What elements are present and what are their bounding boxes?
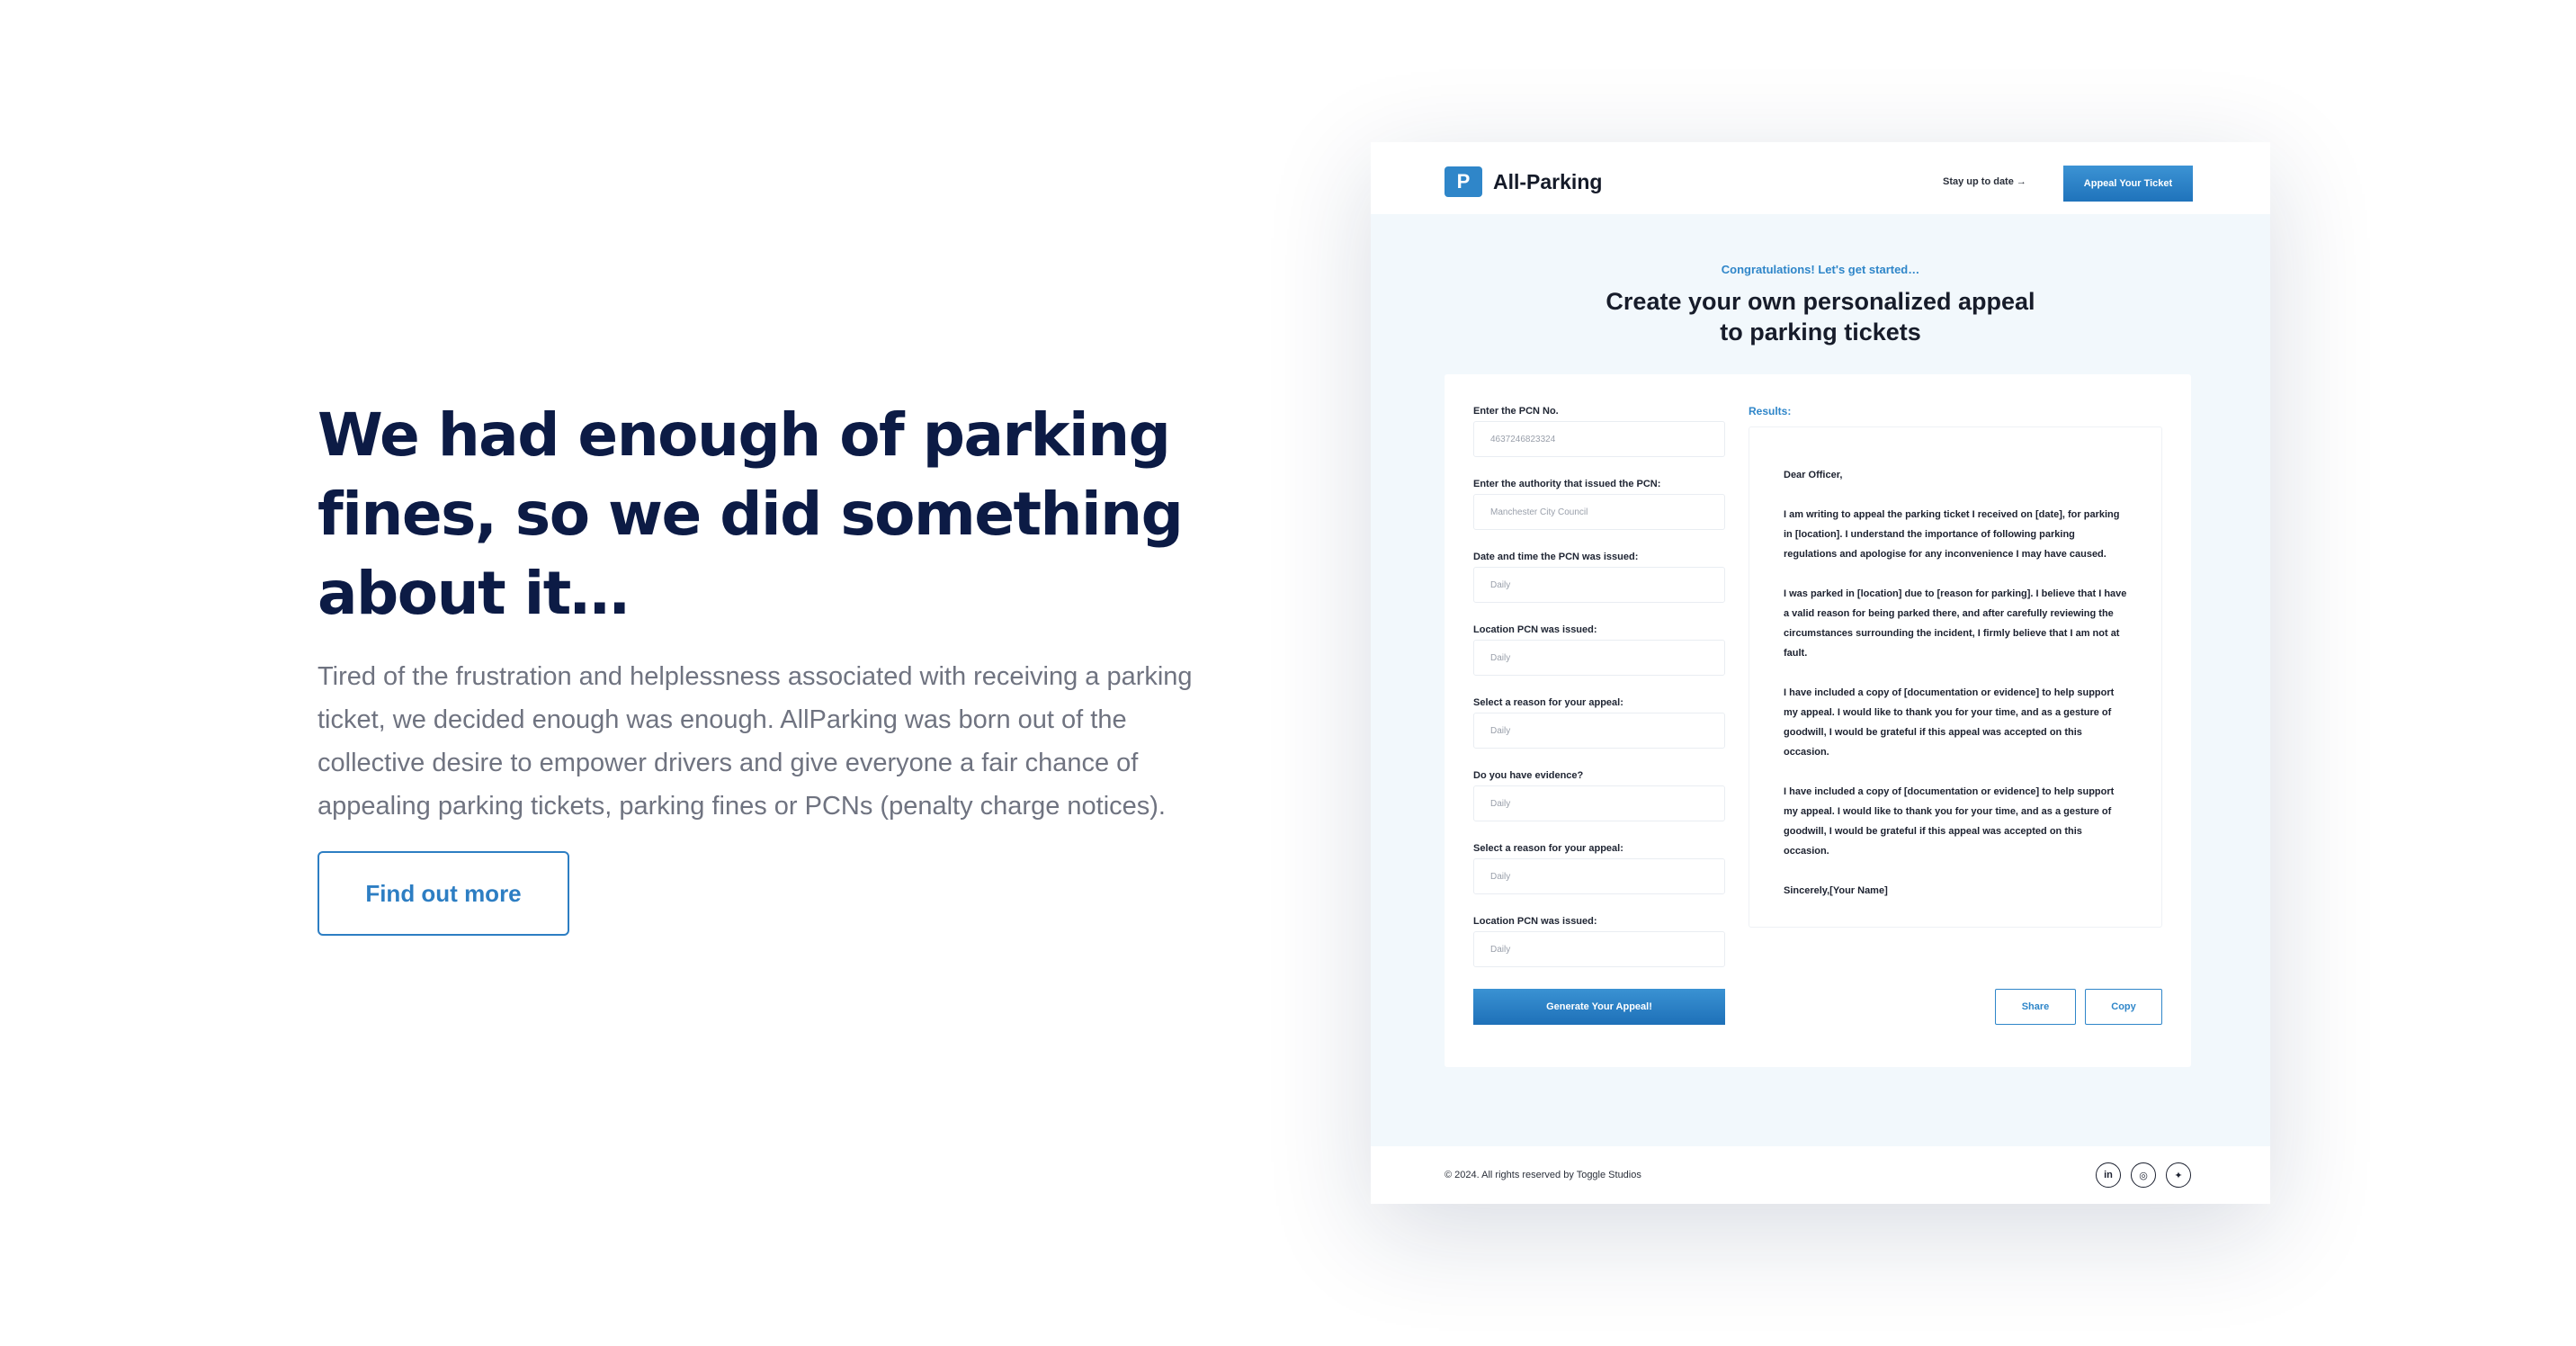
hero-section [318, 396, 1235, 936]
evidence-select[interactable]: Daily [1473, 785, 1725, 821]
letter-paragraph: I was parked in [location] due to [reason for parking]. I believe that I have a valid reason for being parked there, and after carefully reviewing the circumstances surrounding the incident, I firmly believe that I am not at fault. [1784, 588, 2127, 659]
reason-field [1473, 696, 1725, 749]
twitter-icon[interactable]: ✦ [2166, 1162, 2191, 1188]
app-footer [1371, 1146, 2270, 1204]
field-label: Enter the PCN No. [1473, 406, 1559, 417]
hero-description: Tired of the frustration and helplessness associated with receiving a parking ticket, we decided enough was enough. AllParking was born out of the collective desire to empower drivers and give everyone a fair chance of appealing parking tickets, parking fines or PCNs (penalty charge notices). [318, 662, 1193, 821]
field-label: Do you have evidence? [1473, 770, 1584, 781]
app-header [1371, 142, 2270, 214]
field-label: Enter the authority that issued the PCN: [1473, 479, 1661, 489]
field-label: Date and time the PCN was issued: [1473, 552, 1639, 562]
letter-paragraph: I have included a copy of [documentation or evidence] to help support my appeal. I would like to thank you for your time, and as a gesture of goodwill, I would be grateful if this appeal was accepted on this occasion. [1784, 687, 2115, 758]
field-label: Select a reason for your appeal: [1473, 697, 1623, 708]
letter-paragraph: I have included a copy of [documentation or evidence] to help support my appeal. I would like to thank you for your time, and as a gesture of goodwill, I would be grateful if this appeal was accepted on this occasion. [1784, 786, 2115, 857]
stay-up-to-date-link[interactable]: Stay up to date → [1943, 176, 2026, 187]
results-label: Results: [1749, 405, 1792, 417]
date-time-input[interactable]: Daily [1473, 567, 1725, 603]
reason-field-2 [1473, 842, 1725, 894]
copy-button[interactable]: Copy [2085, 989, 2162, 1025]
letter-paragraph: Sincerely,[Your Name] [1784, 885, 1888, 896]
logo[interactable] [1445, 166, 1602, 197]
copyright-text: © 2024. All rights reserved by Toggle Studios [1445, 1170, 1641, 1180]
pcn-number-field [1473, 405, 1725, 457]
field-label: Select a reason for your appeal: [1473, 843, 1623, 854]
share-button[interactable]: Share [1995, 989, 2076, 1025]
instagram-icon[interactable]: ◎ [2131, 1162, 2156, 1188]
brand-name: All-Parking [1493, 169, 1603, 193]
generate-appeal-button[interactable]: Generate Your Appeal! [1473, 989, 1725, 1025]
eyebrow-text: Congratulations! Let's get started… [1721, 263, 1920, 276]
location-input[interactable]: Daily [1473, 640, 1725, 676]
authority-input[interactable]: Manchester City Council [1473, 494, 1725, 530]
pcn-number-input[interactable]: 4637246823324 [1473, 421, 1725, 457]
evidence-field [1473, 769, 1725, 821]
appeal-your-ticket-button[interactable]: Appeal Your Ticket [2063, 166, 2193, 202]
linkedin-icon[interactable]: in [2096, 1162, 2121, 1188]
hero-title: We had enough of parking fines, so we did something about it… [318, 400, 1183, 628]
parking-logo-icon: P [1445, 166, 1482, 197]
page-title-line-2: to parking tickets [1720, 319, 1921, 345]
social-links [2096, 1162, 2191, 1188]
letter-paragraph: I am writing to appeal the parking ticket I received on [date], for parking in [location]. I understand the importance of following parking regulations and apologise for any inconvenience I may have caused. [1784, 509, 2120, 560]
letter-paragraph: Dear Officer, [1784, 470, 1843, 480]
field-label: Location PCN was issued: [1473, 624, 1597, 635]
find-out-more-button[interactable]: Find out more [318, 851, 569, 936]
date-time-field [1473, 551, 1725, 603]
page-title [1371, 286, 2270, 347]
location-input-2[interactable]: Daily [1473, 931, 1725, 967]
reason-select-2[interactable]: Daily [1473, 858, 1725, 894]
authority-field [1473, 478, 1725, 530]
page-title-line-1: Create your own personalized appeal [1606, 288, 2035, 315]
reason-select[interactable]: Daily [1473, 713, 1725, 749]
field-label: Location PCN was issued: [1473, 916, 1597, 927]
results-letter[interactable] [1749, 426, 2162, 928]
location-field [1473, 624, 1725, 676]
location-field-2 [1473, 915, 1725, 967]
app-mockup [1371, 142, 2270, 1204]
appeal-form-card [1445, 374, 2191, 1067]
